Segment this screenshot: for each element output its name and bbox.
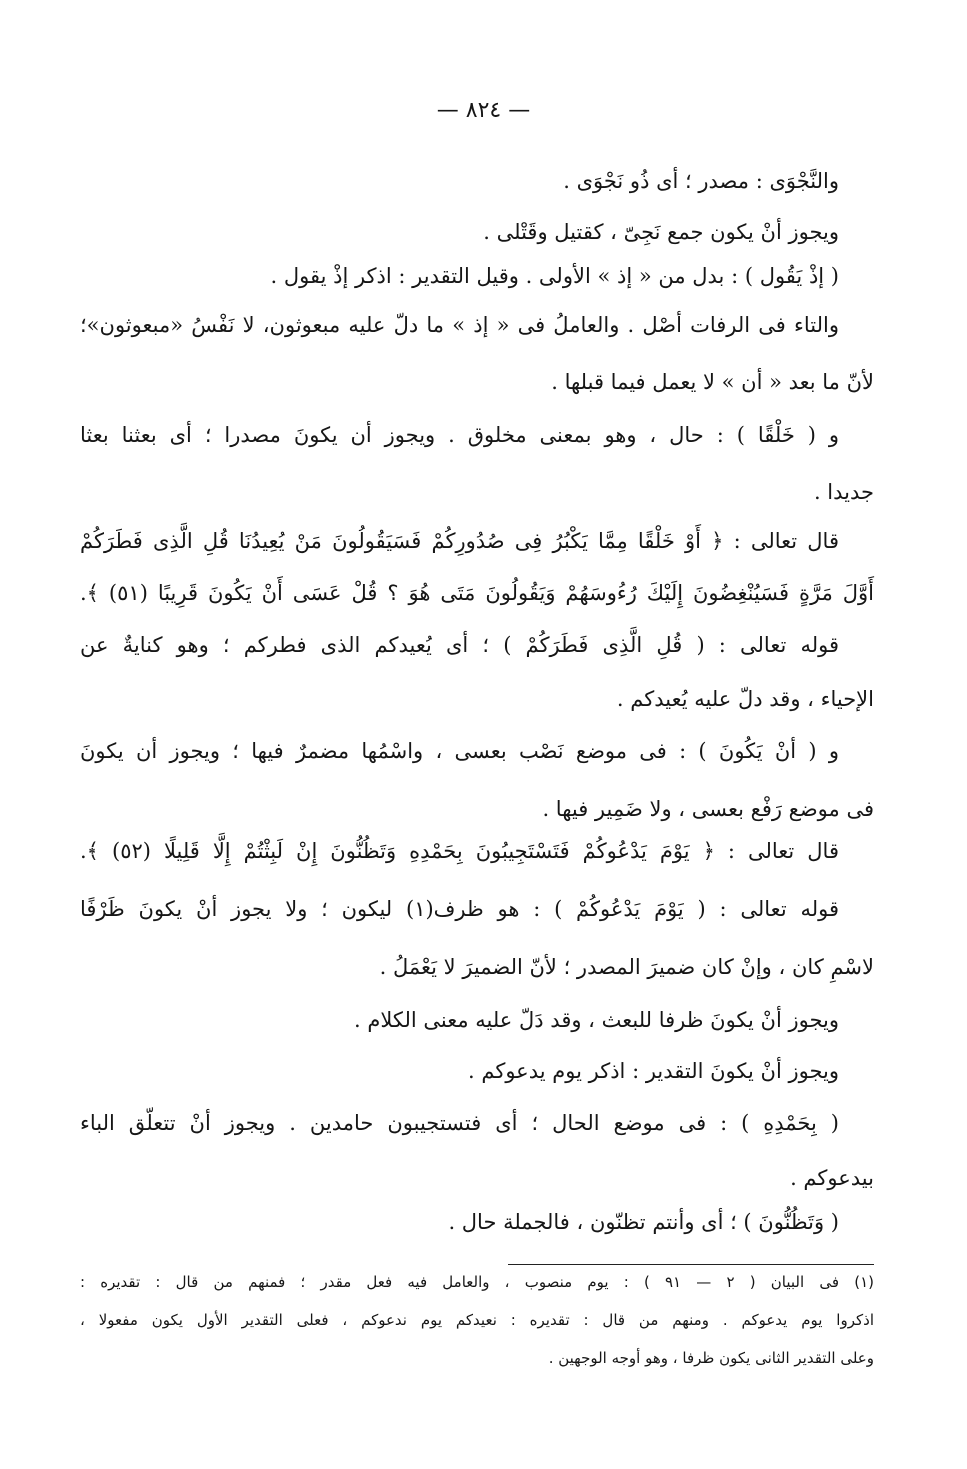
text-line: و ( خَلْقًا ) : حال ، وهو بمعنى مخلوق . ويجوز أن يكونَ مصدرا ؛ أى بعثنا بعثا	[80, 423, 839, 447]
text-line: قوله تعالى : ( يَوْمَ يَدْعُوكُمْ ) : هو ظرف(١) ليكون ؛ ولا يجوز أنْ يكونَ ظَرْفًا	[80, 897, 839, 921]
page-number: — ٨٢٤ —	[436, 98, 531, 123]
text-line: الإحياء ، وقد دلّ عليه يُعيدكم .	[616, 687, 874, 711]
footnote-line: (١) فى البيان ( ٢ — ٩١ ) : يوم منصوب ، والعامل فيه فعل مقدر ؛ فمنهم من قال : تقديره :	[80, 1273, 874, 1291]
text-line: ويجوز أنْ يكون جمع نَجِىّ ، كقتيل وقَتْلى .	[483, 220, 839, 244]
text-line: فى موضع رَفْع بعسى ، ولا ضَمِير فيها .	[542, 797, 874, 821]
footnote-divider	[508, 1264, 874, 1265]
text-line: بيدعوكم .	[790, 1166, 874, 1190]
text-line: والنَّجْوَى : مصدر ؛ أى ذُو نَجْوَى .	[563, 169, 839, 193]
text-line: والتاء فى الرفات أصْل . والعاملُ فى « إذ » ما دلّ عليه مبعوثون، لا نَفْسُ «مبعوثون»؛	[80, 313, 839, 337]
text-line: قوله تعالى : ( قُلِ الَّذِى فَطَرَكُمْ ) ؛ أى يُعيدكم الذى فطركم ؛ وهو كنايةٌ عن	[80, 633, 839, 657]
text-line: لأنّ ما بعد « أن » لا يعمل فيما قبلها .	[551, 370, 874, 394]
text-line: جديدا .	[813, 480, 874, 504]
footnote-line: وعلى التقدير الثانى يكون ظرفا ، وهو أوجه الوجهين .	[548, 1349, 874, 1367]
footnote-line: اذكروا يوم يدعوكم . ومنهم من قال : تقديره : نعيدكم يوم ندعوكم ، فعلى التقدير الأول يكون مفعولا ،	[80, 1311, 874, 1329]
text-line: ( إذْ يَقُول ) : بدل من « إذ » الأولى . وقيل التقدير : اذكر إذْ يقول .	[270, 264, 839, 288]
text-line: لاسْمِ كان ، وإنْ كان ضميرَ المصدر ؛ لأنّ الضميرَ لا يَعْمَلُ .	[379, 955, 874, 979]
text-line: و ( أنْ يَكُونَ ) : فى موضع نَصْب بعسى ، واسْمُها مضمرٌ فيها ؛ ويجوز أن يكونَ	[80, 739, 839, 763]
verse-line: قال تعالى : ﴿ أَوْ خَلْقًا مِمَّا يَكْبُرُ فِى صُدُورِكُمْ فَسَيَقُولُونَ مَنْ يُعِيدُنَا قُلِ الَّذِى فَطَرَكُمْ	[80, 529, 839, 553]
text-line: ( بِحَمْدِهِ ) : فى موضع الحال ؛ أى فتستجيبون حامدين . ويجوز أنْ تتعلّق الباء	[80, 1111, 839, 1135]
verse-line: قال تعالى : ﴿ يَوْمَ يَدْعُوكُمْ فَتَسْتَجِيبُونَ بِحَمْدِهِ وَتَظُنُّونَ إِنْ لَبِثْتُمْ إِلَّا قَلِيلًا (٥٢) ﴾.	[80, 839, 839, 863]
text-line: ويجوز أنْ يكونَ التقدير : اذكر يوم يدعوكم .	[468, 1059, 839, 1083]
text-line: ويجوز أنْ يكونَ ظرفا للبعث ، وقد دَلّ عليه معنى الكلام .	[353, 1008, 839, 1032]
verse-line: أَوَّلَ مَرَّةٍ فَسَيُنْغِضُونَ إِلَيْكَ رُءُوسَهُمْ وَيَقُولُونَ مَتَى هُوَ ؟ قُلْ عَسَى أَنْ يَكُونَ قَرِيبًا (٥١) ﴾.	[80, 581, 874, 605]
text-line: ( وَتَظُنُّونَ ) ؛ أى وأنتم تظنّون ، فالجملة حال .	[448, 1210, 839, 1234]
